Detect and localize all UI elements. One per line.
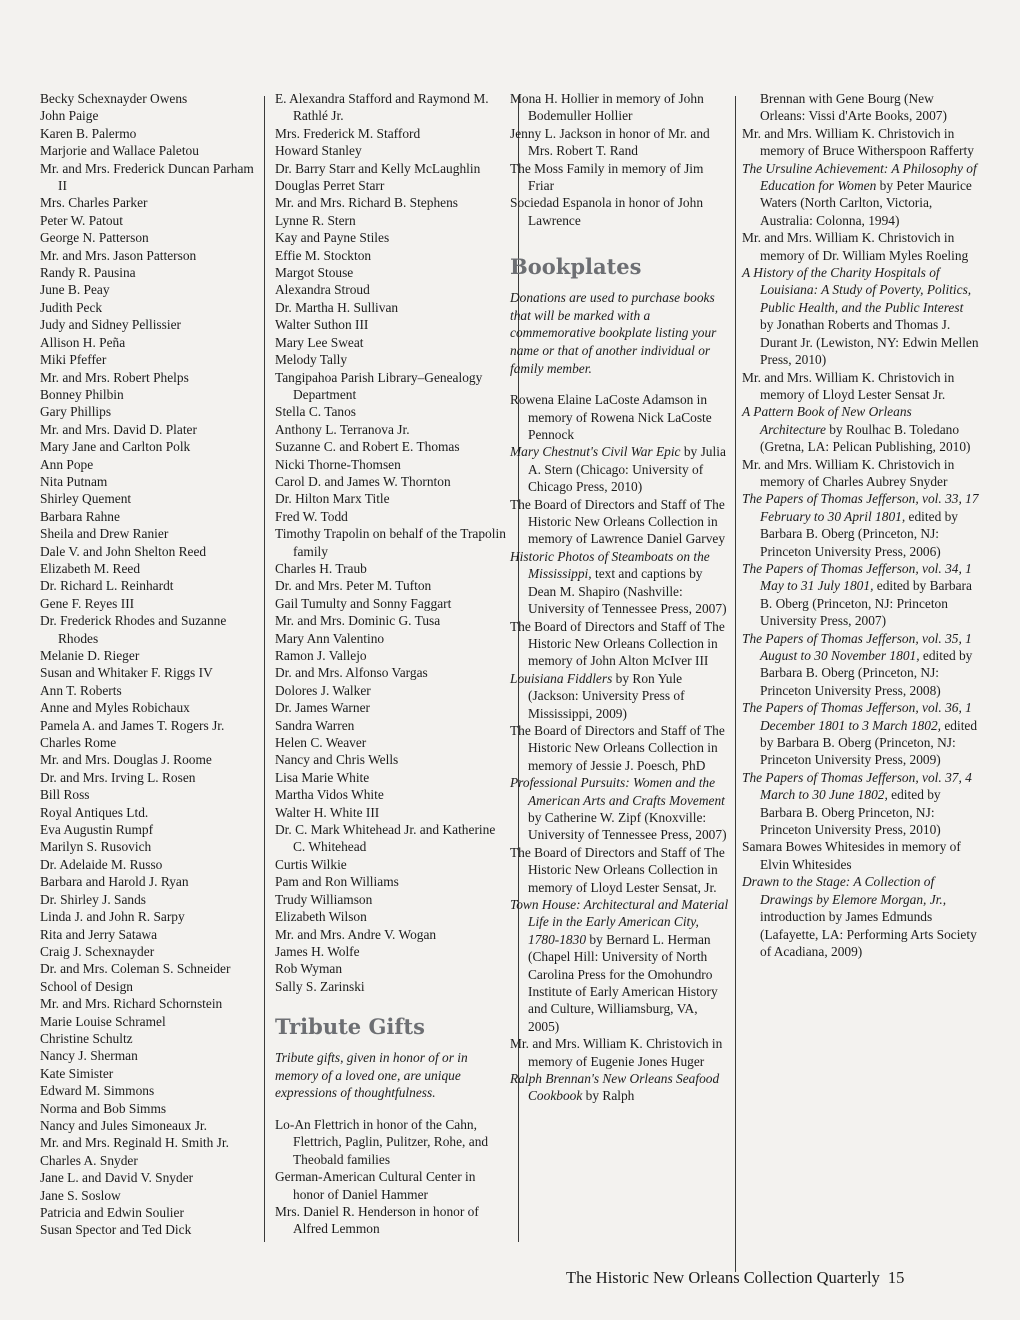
donor-name: Mr. and Mrs. Douglas J. Roome <box>40 752 212 768</box>
bookplate-donor: Rowena Elaine LaCoste Adamson in memory of Rowena Nick LaCoste Pennock <box>510 392 712 443</box>
donor-name: Susan Spector and Ted Dick <box>40 1222 192 1238</box>
donor-name: Sheila and Drew Ranier <box>40 526 169 542</box>
donor-name: Charles H. Traub <box>275 560 367 576</box>
bookplate-book <box>510 443 732 495</box>
donor-name: Ann Pope <box>40 456 94 472</box>
bookplate-donor: The Board of Directors and Staff of The Historic New Orleans Collection in memory of Lloyd Lester Sensat, Jr. <box>510 844 725 895</box>
donor-name: Tangipahoa Parish Library–Genealogy Department <box>275 369 483 402</box>
bookplate-book <box>742 699 980 769</box>
donor-name: Allison H. Peña <box>40 334 126 350</box>
donor-name: Nancy and Chris Wells <box>275 752 399 768</box>
bookplate-list <box>742 125 980 961</box>
bookplate-book <box>742 264 980 368</box>
donor-name: Timothy Trapolin on behalf of the Trapolin family <box>275 526 506 559</box>
donor-name: Susan and Whitaker F. Riggs IV <box>40 665 213 681</box>
donor-name: Fred W. Todd <box>275 508 348 524</box>
donor-name: Elizabeth Wilson <box>275 909 367 925</box>
donor-name: Dr. Richard L. Reinhardt <box>40 578 174 594</box>
book-title: A History of the Charity Hospitals of Louisiana: A Study of Poverty, Politics, Public Health, and the Public Interest <box>742 265 972 315</box>
donor-name: Nancy and Jules Simoneaux Jr. <box>40 1117 207 1133</box>
donor-name: Rita and Jerry Satawa <box>40 926 158 942</box>
donor-name: Mrs. Frederick M. Stafford <box>275 125 421 141</box>
donor-name: Patricia and Edwin Soulier <box>40 1205 184 1220</box>
donor-name: Judith Peck <box>40 299 103 315</box>
donor-list-column-3 <box>510 90 732 1105</box>
bookplate-donor: The Board of Directors and Staff of The Historic New Orleans Collection in memory of Jessie J. Poesch, PhD <box>510 722 725 773</box>
donor-name: Mr. and Mrs. Richard B. Stephens <box>275 195 458 211</box>
bookplate-entry <box>742 369 980 456</box>
donor-name: Walter H. White III <box>275 804 380 820</box>
donor-name: Marjorie and Wallace Paletou <box>40 143 199 159</box>
bookplate-entry <box>742 229 980 368</box>
bookplate-continued: Brennan with Gene Bourg (New Orleans: Vissi d'Arte Books, 2007) <box>760 91 947 124</box>
book-details: by Ralph <box>585 1088 635 1104</box>
book-title: Historic Photos of Steamboats on the Mississippi, <box>510 548 710 582</box>
book-details: edited by Barbara B. Oberg (Princeton, NJ: Princeton University Press, 2008) <box>760 648 973 698</box>
donor-name: Dr. Adelaide M. Russo <box>40 856 163 872</box>
donor-name: Dr. and Mrs. Peter M. Tufton <box>275 578 432 594</box>
donor-name: Mr. and Mrs. Frederick Duncan Parham II <box>40 160 254 194</box>
donor-name: Edward M. Simmons <box>40 1083 155 1099</box>
book-details: edited by Barbara B. Oberg Princeton, NJ: Princeton University Press, 2010) <box>760 787 941 838</box>
donor-name: Nicki Thorne-Thomsen <box>275 456 401 472</box>
donor-name: Rob Wyman <box>275 961 343 977</box>
donor-name: Mary Ann Valentino <box>275 630 385 646</box>
bookplate-entry <box>510 496 732 618</box>
bookplate-entry <box>510 618 732 722</box>
donor-name: Lisa Marie White <box>275 769 370 785</box>
donor-name: Dr. Shirley J. Sands <box>40 891 147 907</box>
publication-title: The Historic New Orleans Collection Quarterly <box>566 1268 880 1287</box>
bookplate-book <box>742 560 980 630</box>
donor-name: Jane L. and David V. Snyder <box>40 1170 194 1186</box>
bookplate-donor: Mr. and Mrs. William K. Christovich in memory of Bruce Witherspoon Rafferty <box>742 125 974 159</box>
donor-name: Helen C. Weaver <box>275 735 367 751</box>
donor-name: Dr. Frederick Rhodes and Suzanne Rhodes <box>40 613 227 646</box>
donor-name: Douglas Perret Starr <box>275 178 385 194</box>
bookplates-description: Donations are used to purchase books that will be marked with a commemorative bookplate listing your name or that of another individual or family member. <box>510 290 717 376</box>
book-title: The Papers of Thomas Jefferson, vol. 34, 1 May to 31 July 1801, <box>742 560 972 594</box>
book-title: Ralph Brennan's New Orleans Seafood Cookbook <box>510 1071 720 1104</box>
bookplate-book <box>742 873 980 960</box>
donor-name: Charles Rome <box>40 735 117 751</box>
donor-name: Karen B. Palermo <box>40 125 137 141</box>
donor-name: John Paige <box>40 108 99 124</box>
bookplate-book <box>742 769 980 839</box>
donor-name: Norma and Bob Simms <box>40 1100 167 1116</box>
donor-list-column-1 <box>40 90 255 1239</box>
bookplate-entry <box>510 722 732 844</box>
donor-name: Barbara Rahne <box>40 508 120 524</box>
bookplate-book <box>742 490 980 560</box>
bookplate-book <box>510 774 732 844</box>
book-title: Town House: Architectural and Material Life in the Early American City, 1780-1830 <box>510 897 729 947</box>
donor-name: Alexandra Stroud <box>275 282 370 298</box>
donor-name: Elizabeth M. Reed <box>40 560 141 576</box>
donor-name: Marilyn S. Rusovich <box>40 839 152 855</box>
donor-name: James H. Wolfe <box>275 943 360 959</box>
donor-name: Suzanne C. and Robert E. Thomas <box>275 439 460 455</box>
donor-name: Mr. and Mrs. Richard Schornstein <box>40 996 223 1012</box>
donor-name: Peter W. Patout <box>40 212 123 228</box>
donor-name: Mrs. Charles Parker <box>40 195 148 211</box>
book-title: The Papers of Thomas Jefferson, vol. 37, 4 March to 30 June 1802, <box>742 769 972 803</box>
donor-name: Kay and Payne Stiles <box>275 230 390 246</box>
donor-name: Kate Simister <box>40 1065 114 1081</box>
bookplate-entry <box>510 844 732 1035</box>
bookplate-entry <box>510 391 732 495</box>
book-details: edited by Barbara B. Oberg (Princeton, NJ: Princeton University Press, 2009) <box>760 717 978 768</box>
donor-name: Trudy Williamson <box>275 891 373 907</box>
donor-name: Royal Antiques Ltd. <box>40 804 149 820</box>
bookplate-book <box>510 548 732 618</box>
tribute-list <box>275 1116 507 1238</box>
donor-name: Walter Suthon III <box>275 317 369 333</box>
donor-name: Ramon J. Vallejo <box>275 648 367 663</box>
donor-name: Margot Stouse <box>275 265 354 281</box>
donor-name: Gail Tumulty and Sonny Faggart <box>275 595 452 611</box>
book-details: by Peter Maurice Waters (North Carlton, Victoria, Australia: Colonna, 1994) <box>760 178 972 228</box>
page-footer <box>566 1268 904 1288</box>
donor-name: Sally S. Zarinski <box>275 978 365 994</box>
book-title: Mary Chestnut's Civil War Epic <box>510 444 681 460</box>
donor-name: E. Alexandra Stafford and Raymond M. Rathlé Jr. <box>275 91 489 124</box>
bookplate-book <box>510 1070 732 1105</box>
donor-name: Pamela A. and James T. Rogers Jr. <box>40 717 225 733</box>
bookplate-donor: Samara Bowes Whitesides in memory of Elvin Whitesides <box>742 839 961 872</box>
bookplate-donor: Mr. and Mrs. William K. Christovich in memory of Eugenie Jones Huger <box>510 1036 723 1069</box>
donor-name: Mary Lee Sweat <box>275 334 364 350</box>
donor-list-column-2 <box>275 90 507 1238</box>
book-details: by Jonathan Roberts and Thomas J. Durant Jr. (Lewiston, NY: Edwin Mellen Press, 2010) <box>760 317 979 368</box>
donor-name: Charles A. Snyder <box>40 1152 138 1168</box>
bookplate-donor: The Board of Directors and Staff of The Historic New Orleans Collection in memory of John Alton McIver III <box>510 618 725 669</box>
tribute-entry: Jenny L. Jackson in honor of Mr. and Mrs. Robert T. Rand <box>510 125 710 159</box>
donor-name: Sandra Warren <box>275 717 355 733</box>
bookplate-donor: Mr. and Mrs. William K. Christovich in memory of Dr. William Myles Roeling <box>742 230 969 263</box>
tribute-entry: Sociedad Espanola in honor of John Lawrence <box>510 195 704 228</box>
book-title: The Papers of Thomas Jefferson, vol. 35, 1 August to 30 November 1801, <box>742 630 972 663</box>
donor-name: Anne and Myles Robichaux <box>40 700 190 716</box>
donor-name: Jane S. Soslow <box>40 1187 121 1203</box>
book-title: A Pattern Book of New Orleans Architecture <box>742 404 912 437</box>
book-details: edited by Barbara B. Oberg (Princeton, NJ: Princeton University Press, 2007) <box>760 578 972 629</box>
donor-name: Becky Schexnayder Owens <box>40 91 188 106</box>
donor-name: Howard Stanley <box>275 143 362 159</box>
donor-name: Judy and Sidney Pellissier <box>40 317 181 333</box>
tribute-entry: The Moss Family in memory of Jim Friar <box>510 160 704 194</box>
donor-name: Linda J. and John R. Sarpy <box>40 909 185 925</box>
book-details: edited by Barbara B. Oberg (Princeton, NJ: Princeton University Press, 2006) <box>760 508 959 559</box>
bookplate-entry <box>742 838 980 960</box>
donor-name: Dr. C. Mark Whitehead Jr. and Katherine C. Whitehead <box>275 822 496 855</box>
book-title: The Papers of Thomas Jefferson, vol. 36, 1 December 1801 to 3 March 1802, <box>742 700 972 733</box>
bookplate-book <box>742 160 980 230</box>
donor-name: Mr. and Mrs. Jason Patterson <box>40 247 197 263</box>
tribute-entry: German-American Cultural Center in honor of Daniel Hammer <box>275 1169 476 1202</box>
book-title: The Ursuline Achievement: A Philosophy of Education for Women <box>742 160 977 194</box>
donor-name: Dr. and Mrs. Irving L. Rosen <box>40 769 196 785</box>
donor-name: Mr. and Mrs. Dominic G. Tusa <box>275 613 441 629</box>
page-number: 15 <box>887 1268 905 1287</box>
book-details: by Julia A. Stern (Chicago: University of Chicago Press, 2010) <box>528 444 726 495</box>
donor-name: Gary Phillips <box>40 404 112 420</box>
donor-list <box>275 90 507 995</box>
donor-name: June B. Peay <box>40 282 110 298</box>
donor-name: Eva Augustin Rumpf <box>40 822 154 838</box>
book-title: Professional Pursuits: Women and the American Arts and Crafts Movement <box>510 775 725 808</box>
book-details: introduction by James Edmunds (Lafayette, LA: Performing Arts Society of Acadiana, 2009) <box>760 909 977 959</box>
donor-name: Dr. Hilton Marx Title <box>275 491 390 507</box>
column-divider <box>264 96 265 1242</box>
bookplate-entry <box>742 125 980 229</box>
bookplate-entry <box>510 1035 732 1105</box>
column-divider <box>735 96 736 1272</box>
donor-name: George N. Patterson <box>40 230 149 246</box>
donor-name: Effie M. Stockton <box>275 247 372 263</box>
bookplate-donor: Mr. and Mrs. William K. Christovich in memory of Lloyd Lester Sensat Jr. <box>742 369 955 402</box>
donor-name: Pam and Ron Williams <box>275 874 399 890</box>
donor-name: Randy R. Pausina <box>40 265 136 281</box>
donor-name: Lynne R. Stern <box>275 212 356 228</box>
donor-name: Dale V. and John Shelton Reed <box>40 543 207 559</box>
book-title: Louisiana Fiddlers <box>510 670 613 686</box>
tribute-gifts-description: Tribute gifts, given in honor of or in memory of a loved one, are unique expressions of thoughtfulness. <box>275 1050 468 1101</box>
donor-name: Carol D. and James W. Thornton <box>275 473 451 489</box>
bookplate-entry <box>742 456 980 839</box>
donor-name: Anthony L. Terranova Jr. <box>275 421 410 437</box>
donor-name: Martha Vidos White <box>275 787 384 803</box>
donor-name: Mr. and Mrs. Reginald H. Smith Jr. <box>40 1135 229 1151</box>
tribute-entry: Mona H. Hollier in memory of John Bodemuller Hollier <box>510 91 704 124</box>
donor-list-column-4 <box>742 90 980 960</box>
tribute-gifts-heading: Tribute Gifts <box>275 1014 425 1040</box>
bookplate-donor: The Board of Directors and Staff of The Historic New Orleans Collection in memory of Lawrence Daniel Garvey <box>510 496 726 547</box>
book-title: The Papers of Thomas Jefferson, vol. 33, 17 February to 30 April 1801, <box>742 491 979 524</box>
book-details: by Catherine W. Zipf (Knoxville: University of Tennessee Press, 2007) <box>528 809 727 843</box>
tribute-list-continued <box>510 90 732 229</box>
donor-name: Mary Jane and Carlton Polk <box>40 439 191 455</box>
donor-name: Miki Pfeffer <box>40 352 107 368</box>
bookplate-book <box>510 896 732 1035</box>
bookplate-book <box>510 670 732 722</box>
donor-name: Dr. Martha H. Sullivan <box>275 299 399 315</box>
donor-name: Mr. and Mrs. Andre V. Wogan <box>275 926 437 942</box>
donor-name: Christine Schultz <box>40 1030 133 1046</box>
donor-name: School of Design <box>40 978 133 994</box>
donor-name: Mr. and Mrs. Robert Phelps <box>40 369 189 385</box>
bookplate-book <box>742 403 980 455</box>
donor-name: Dr. Barry Starr and Kelly McLaughlin <box>275 160 481 176</box>
donor-name: Curtis Wilkie <box>275 856 347 872</box>
tribute-entry: Lo-An Flettrich in honor of the Cahn, Flettrich, Paglin, Pulitzer, Rohe, and Theobald families <box>275 1116 489 1167</box>
donor-name: Stella C. Tanos <box>275 404 357 420</box>
bookplate-donor: Mr. and Mrs. William K. Christovich in memory of Charles Aubrey Snyder <box>742 456 955 489</box>
donor-name: Dolores J. Walker <box>275 682 371 698</box>
bookplates-heading: Bookplates <box>510 254 642 280</box>
donor-name: Gene F. Reyes III <box>40 595 135 611</box>
donor-name: Marie Louise Schramel <box>40 1013 166 1029</box>
bookplate-book <box>742 630 980 700</box>
donor-name: Mr. and Mrs. David D. Plater <box>40 421 197 437</box>
donor-name: Craig J. Schexnayder <box>40 943 155 959</box>
donor-name: Dr. and Mrs. Alfonso Vargas <box>275 665 428 681</box>
donor-name: Barbara and Harold J. Ryan <box>40 874 189 890</box>
book-details: by Roulhac B. Toledano (Gretna, LA: Pelican Publishing, 2010) <box>760 421 971 455</box>
book-details: text and captions by Dean M. Shapiro (Nashville: University of Tennessee Press, 2007) <box>528 566 727 617</box>
donor-name: Ann T. Roberts <box>40 682 122 698</box>
donor-name: Nancy J. Sherman <box>40 1048 138 1064</box>
donor-name: Bill Ross <box>40 787 90 803</box>
donor-name: Dr. James Warner <box>275 700 370 716</box>
donor-name: Shirley Quement <box>40 491 132 507</box>
donor-name: Melanie D. Rieger <box>40 648 140 663</box>
donor-name: Melody Tally <box>275 352 348 368</box>
book-details: by Ron Yule (Jackson: University Press of Mississippi, 2009) <box>528 670 685 721</box>
bookplate-list <box>510 391 732 1105</box>
book-title: Drawn to the Stage: A Collection of Drawings by Elemore Morgan, Jr., <box>742 874 947 907</box>
tribute-entry: Mrs. Daniel R. Henderson in honor of Alfred Lemmon <box>275 1203 479 1237</box>
donor-name: Bonney Philbin <box>40 386 124 402</box>
book-details: by Bernard L. Herman (Chapel Hill: University of North Carolina Press for the Omohundro Institute of Early American History and Culture, Williamsburg, VA, 2005) <box>528 931 718 1034</box>
donor-name: Nita Putnam <box>40 473 108 489</box>
donor-name: Dr. and Mrs. Coleman S. Schneider <box>40 961 231 977</box>
